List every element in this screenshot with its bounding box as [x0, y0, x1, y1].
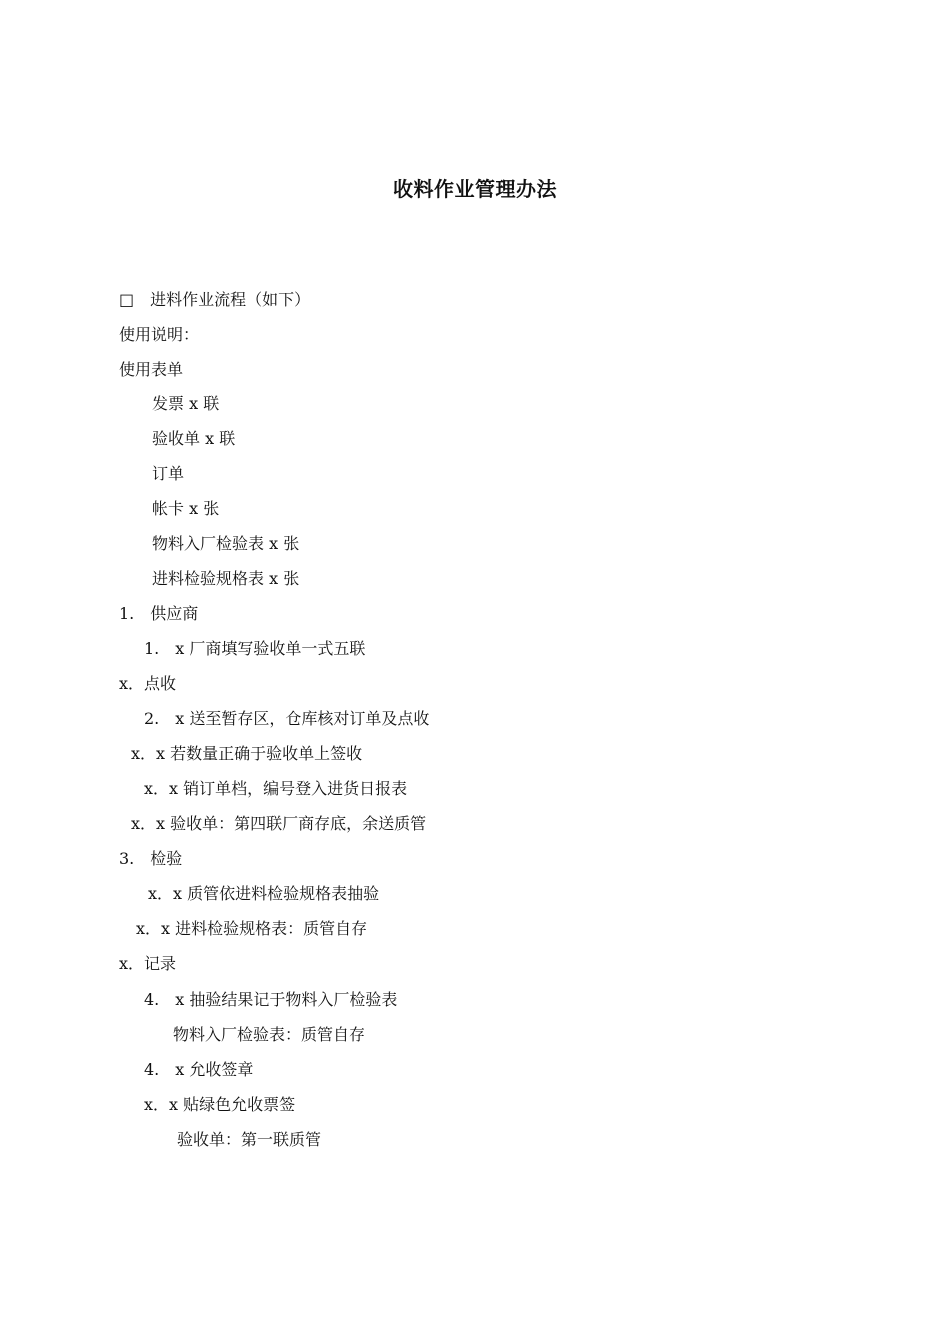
step-item: x．x 质管依进料检验规格表抽验 — [148, 884, 380, 903]
form-item: 帐卡 x 张 — [152, 499, 220, 518]
form-item: 进料检验规格表 x 张 — [152, 569, 300, 588]
step-heading: x．点收 — [119, 674, 177, 693]
step-item: 4. x 允收签章 — [144, 1060, 254, 1079]
step-heading: 1. 供应商 — [119, 604, 199, 623]
step-note: 物料入厂检验表：质管自存 — [173, 1025, 366, 1044]
text-line: 使用说明： — [119, 325, 200, 344]
step-item: 1. x 厂商填写验收单一式五联 — [144, 639, 366, 658]
form-item: 发票 x 联 — [152, 394, 220, 413]
step-heading: x．记录 — [119, 954, 177, 973]
step-item: x．x 若数量正确于验收单上签收 — [131, 744, 363, 763]
section-heading: □ 进料作业流程（如下） — [119, 290, 311, 309]
form-item: 订单 — [152, 464, 185, 483]
form-item: 验收单 x 联 — [152, 429, 236, 448]
step-item: x．x 贴绿色允收票签 — [144, 1095, 296, 1114]
step-item: x．x 进料检验规格表：质管自存 — [136, 919, 368, 938]
step-heading: 3. 检验 — [119, 849, 183, 868]
step-note: 验收单：第一联质管 — [177, 1130, 322, 1149]
text-line: 使用表单 — [119, 360, 184, 379]
step-item: 2. x 送至暂存区，仓库核对订单及点收 — [144, 709, 430, 728]
step-item: 4. x 抽验结果记于物料入厂检验表 — [144, 990, 398, 1009]
step-item: x．x 验收单：第四联厂商存底，余送质管 — [131, 814, 427, 833]
document-title: 收料作业管理办法 — [393, 177, 557, 201]
form-item: 物料入厂检验表 x 张 — [152, 534, 300, 553]
step-item: x．x 销订单档，编号登入进货日报表 — [144, 779, 408, 798]
